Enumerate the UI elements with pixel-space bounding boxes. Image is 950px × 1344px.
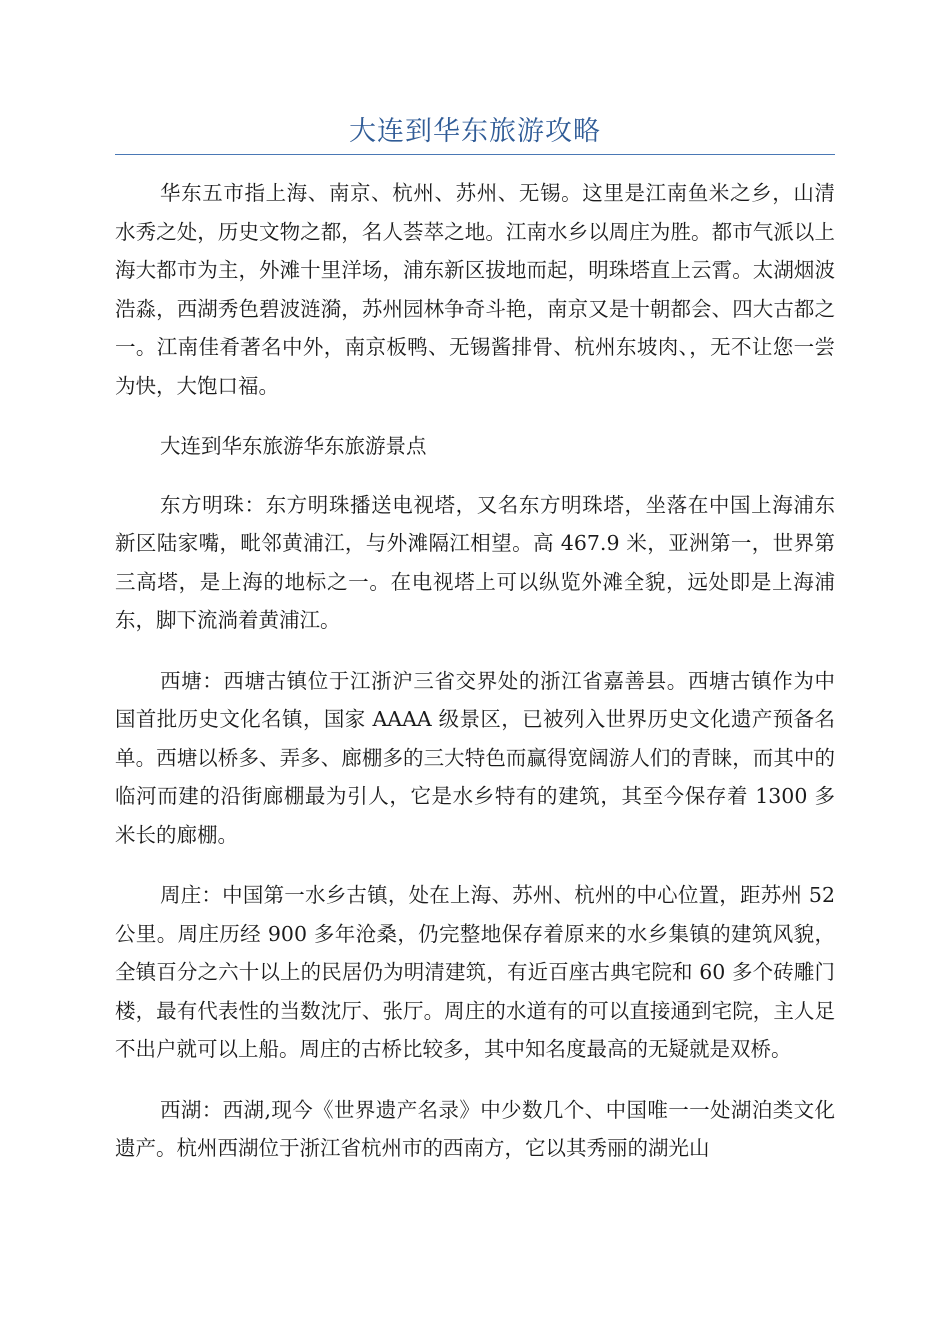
paragraph-xitang: 西塘：西塘古镇位于江浙沪三省交界处的浙江省嘉善县。西塘古镇作为中国首批历史文化名镇，国家 AAAA 级景区，已被列入世界历史文化遗产预备名单。西塘以桥多、弄多、廊棚多的三大特色而赢得宽阔游人们的青睐，而其中的临河而建的沿街廊棚最为引人，它是水乡特有的建筑，其至今保存着 1300 多米长的廊棚。 <box>115 668 835 847</box>
section-heading: 大连到华东旅游华东旅游景点 <box>160 434 427 458</box>
paragraph-oriental-pearl: 东方明珠：东方明珠播送电视塔，又名东方明珠塔，坐落在中国上海浦东新区陆家嘴，毗邻黄浦江，与外滩隔江相望。高 467.9 米，亚洲第一，世界第三高塔，是上海的地标之一。在电视塔上可以纵览外滩全貌，远处即是上海浦东，脚下流淌着黄浦江。 <box>115 492 835 632</box>
document-body <box>115 174 835 1190</box>
document-title: 大连到华东旅游攻略 <box>349 116 601 147</box>
title-underline <box>115 154 835 155</box>
intro-paragraph: 华东五市指上海、南京、杭州、苏州、无锡。这里是江南鱼米之乡，山清水秀之处，历史文物之都，名人荟萃之地。江南水乡以周庄为胜。都市气派以上海大都市为主，外滩十里洋场，浦东新区拔地而起，明珠塔直上云霄。太湖烟波浩淼，西湖秀色碧波涟漪，苏州园林争奇斗艳，南京又是十朝都会、四大古都之一。江南佳肴著名中外，南京板鸭、无锡酱排骨、杭州东坡肉、，无不让您一尝为快，大饱口福。 <box>115 181 835 398</box>
paragraph-west-lake: 西湖：西湖,现今《世界遗产名录》中少数几个、中国唯一一处湖泊类文化遗产。杭州西湖位于浙江省杭州市的西南方，它以其秀丽的湖光山 <box>115 1097 835 1160</box>
paragraph-zhouzhuang: 周庄：中国第一水乡古镇，处在上海、苏州、杭州的中心位置，距苏州 52 公里。周庄历经 900 多年沧桑，仍完整地保存着原来的水乡集镇的建筑风貌，全镇百分之六十以上的民居仍为明清建筑，有近百座古典宅院和 60 多个砖雕门楼，最有代表性的当数沈厅、张厅。周庄的水道有的可以直接通到宅院，主人足不出户就可以上船。周庄的古桥比较多，其中知名度最高的无疑就是双桥。 <box>115 883 835 1061</box>
